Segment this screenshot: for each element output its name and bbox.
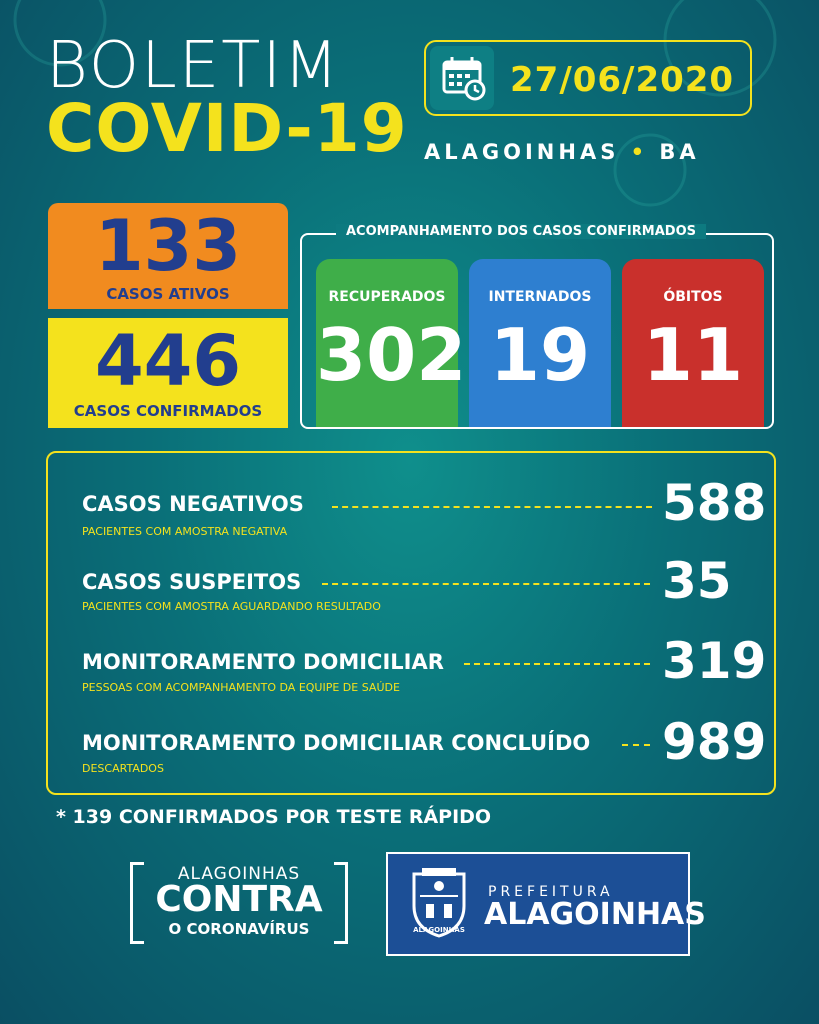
- recovered-value: 302: [316, 313, 467, 397]
- leader-dots: [464, 663, 650, 665]
- recovered-card: [316, 259, 467, 427]
- tracking-title: ACOMPANHAMENTO DOS CASOS CONFIRMADOS: [336, 224, 706, 239]
- confirmed-cases-label: CASOS CONFIRMADOS: [73, 402, 263, 420]
- city-separator: •: [630, 140, 649, 164]
- negative-cases-title: CASOS NEGATIVOS: [82, 492, 304, 516]
- active-cases-label: CASOS ATIVOS: [106, 285, 230, 303]
- active-cases-value: 133: [94, 205, 242, 287]
- rapid-test-footnote: * 139 CONFIRMADOS POR TESTE RÁPIDO: [56, 806, 492, 828]
- campaign-line3-prefix: O: [168, 920, 182, 938]
- active-cases-box: [48, 203, 288, 309]
- confirmed-cases-value: 446: [94, 320, 242, 402]
- city-hall-line1: PREFEITURA: [488, 884, 614, 900]
- deaths-label: ÓBITOS: [663, 289, 723, 305]
- bulletin-date: 27/06/2020: [510, 60, 735, 100]
- city-hall-line2: ALAGOINHAS: [484, 897, 706, 932]
- campaign-line1: ALAGOINHAS: [177, 864, 301, 884]
- leader-dots: [332, 506, 652, 508]
- calendar-icon: [430, 46, 494, 110]
- leader-dots: [622, 744, 650, 746]
- campaign-line2: CONTRA: [155, 879, 323, 920]
- page-title: BOLETIM: [46, 29, 341, 103]
- state-name: BA: [659, 140, 700, 164]
- negative-cases-value: 588: [662, 474, 767, 532]
- hospitalized-value: 19: [489, 313, 591, 397]
- deaths-card: [622, 259, 764, 427]
- campaign-line3: CORONAVÍRUS: [186, 920, 310, 938]
- suspect-cases-subtitle: PACIENTES COM AMOSTRA AGUARDANDO RESULTADO: [82, 600, 381, 613]
- suspect-cases-value: 35: [662, 552, 732, 610]
- home-monitoring-title: MONITORAMENTO DOMICILIAR: [82, 650, 444, 674]
- leader-dots: [322, 583, 650, 585]
- campaign-logo: [130, 862, 348, 944]
- home-monitoring-subtitle: PESSOAS COM ACOMPANHAMENTO DA EQUIPE DE SAÚDE: [82, 681, 400, 694]
- negative-cases-subtitle: PACIENTES COM AMOSTRA NEGATIVA: [82, 525, 288, 538]
- deaths-value: 11: [642, 313, 744, 397]
- home-monitoring-value: 319: [662, 632, 767, 690]
- recovered-label: RECUPERADOS: [328, 289, 446, 305]
- city-hall-logo: [386, 852, 706, 956]
- confirmed-cases-box: [48, 318, 288, 428]
- suspect-cases-title: CASOS SUSPEITOS: [82, 570, 302, 594]
- home-monitoring-done-title: MONITORAMENTO DOMICILIAR CONCLUÍDO: [82, 731, 591, 755]
- hospitalized-label: INTERNADOS: [488, 289, 592, 305]
- city-state: [424, 140, 700, 164]
- page-subtitle: COVID-19: [46, 90, 408, 167]
- hospitalized-card: [469, 259, 611, 427]
- city-seal-text: ALAGOINHAS: [413, 926, 465, 934]
- home-monitoring-done-subtitle: DESCARTADOS: [82, 762, 164, 775]
- home-monitoring-done-value: 989: [662, 713, 767, 771]
- city-name: ALAGOINHAS: [424, 140, 620, 164]
